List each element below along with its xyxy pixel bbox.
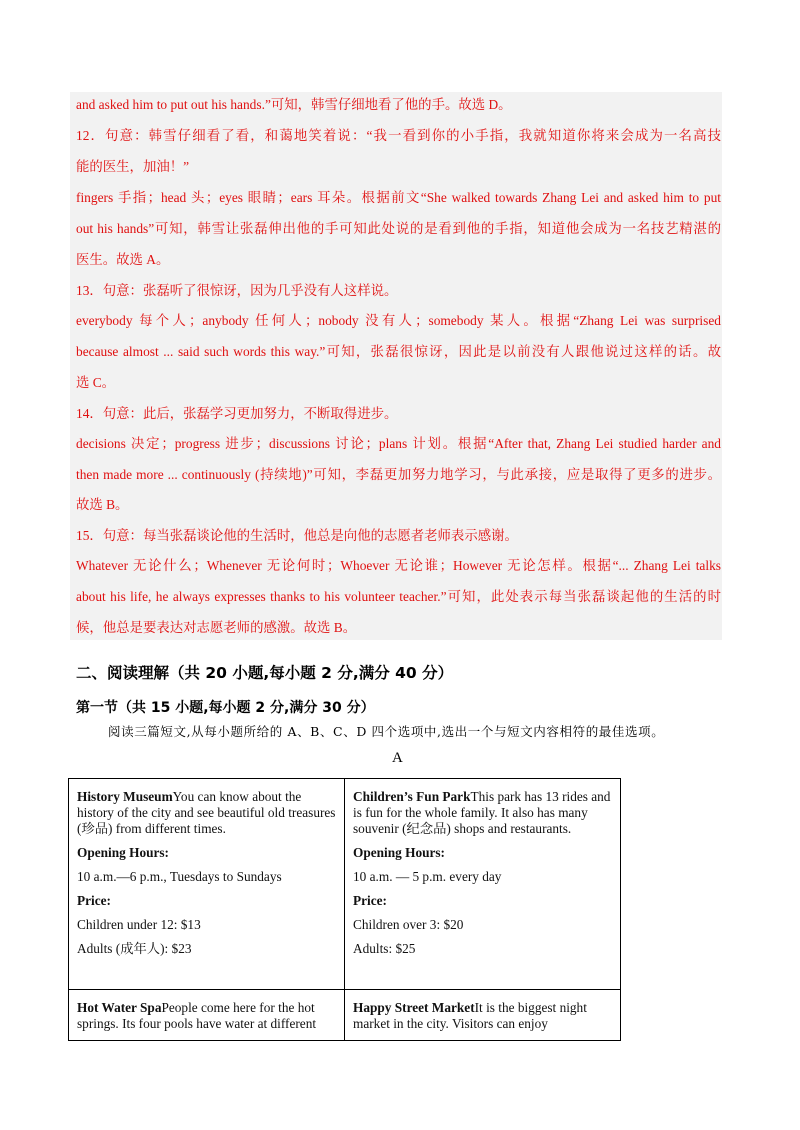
instruction-text: 阅读三篇短文,从每小题所给的 A、B、C、D 四个选项中,选出一个与短文内容相符的最佳选项。 — [108, 724, 665, 739]
answer-line: 14．句意：此后，张磊学习更加努力，不断取得进步。 — [76, 406, 398, 421]
answer-line: fingers 手指；head 头；eyes 眼睛；ears 耳朵。根据前文“She walked towards Zhang Lei and asked him to put — [76, 190, 721, 205]
history-museum-cell — [69, 779, 345, 990]
place-description: People come here for the hot springs. Its four pools have water at different — [77, 1000, 317, 1031]
price-item: Children under 12: $13 — [77, 917, 201, 932]
answer-line: 能的医生，加油！” — [76, 159, 190, 174]
section-title: 二、阅读理解（共 20 小题,每小题 2 分,满分 40 分） — [76, 664, 454, 682]
place-description: It is the biggest night market in the city. Visitors can enjoy — [353, 1000, 587, 1031]
answer-line: 13．句意：张磊听了很惊讶，因为几乎没有人这样说。 — [76, 283, 398, 298]
place-name: Happy Street Market — [353, 1000, 475, 1015]
answer-line: 选 C。 — [76, 375, 116, 390]
section-subtitle: 第一节（共 15 小题,每小题 2 分,满分 30 分） — [76, 700, 375, 716]
answer-line: out his hands”可知，韩雪让张磊伸出他的手可知此处说的是看到他的手指，知道他会成为一名技艺精湛的 — [76, 221, 721, 236]
table-row — [69, 779, 621, 990]
hours-label: Opening Hours: — [353, 845, 445, 860]
answer-line: 医生。故选 A。 — [76, 252, 170, 267]
hours-label: Opening Hours: — [77, 845, 169, 860]
place-name: Hot Water Spa — [77, 1000, 162, 1015]
place-description: You can know about the history of the city and see beautiful old treasures (珍品) from different times. — [77, 789, 336, 836]
answer-line: and asked him to put out his hands.”可知，韩雪仔细地看了他的手。故选 D。 — [76, 97, 512, 112]
attractions-table — [68, 778, 621, 1041]
opening-hours: 10 a.m. — 5 p.m. every day — [353, 869, 502, 884]
answer-line: decisions 决定；progress 进步；discussions 讨论；plans 计划。根据“After that, Zhang Lei studied harder and — [76, 436, 721, 451]
table-row — [69, 990, 621, 1041]
price-label: Price: — [353, 893, 387, 908]
price-item: Adults: $25 — [353, 941, 416, 956]
answer-line: everybody 每个人；anybody 任何人；nobody 没有人；somebody 某人。根据“Zhang Lei was surprised — [76, 313, 721, 328]
answer-line: because almost ... said such words this way.”可知，张磊很惊讶，因此是以前没有人跟他说过这样的话。故 — [76, 344, 721, 359]
price-item: Children over 3: $20 — [353, 917, 464, 932]
price-label: Price: — [77, 893, 111, 908]
opening-hours: 10 a.m.—6 p.m., Tuesdays to Sundays — [77, 869, 282, 884]
answer-line: about his life, he always expresses thanks to his volunteer teacher.”可知，此处表示每当张磊谈起他的生活的时 — [76, 589, 721, 604]
place-name: History Museum — [77, 789, 173, 804]
answer-line: then made more ... continuously (持续地)”可知，李磊更加努力地学习，与此承接，应是取得了更多的进步。 — [76, 467, 721, 482]
answer-line: 故选 B。 — [76, 497, 129, 512]
price-item: Adults (成年人): $23 — [77, 941, 192, 956]
answer-line: 12．句意：韩雪仔细看了看，和蔼地笑着说：“我一看到你的小手指，我就知道你将来会成为一名高技 — [76, 128, 721, 143]
answer-line: 候，他总是要表达对志愿老师的感激。故选 B。 — [76, 620, 357, 635]
happy-street-market-cell — [345, 990, 621, 1041]
passage-letter: A — [392, 750, 403, 766]
answer-line: 15．句意：每当张磊谈论他的生活时，他总是向他的志愿者老师表示感谢。 — [76, 528, 518, 543]
place-description: This park has 13 rides and is fun for the whole family. It also has many souvenir (纪念品) shops and restaurants. — [353, 789, 611, 836]
childrens-fun-park-cell — [345, 779, 621, 990]
answer-line: Whatever 无论什么；Whenever 无论何时；Whoever 无论谁；However 无论怎样。根据“... Zhang Lei talks — [76, 558, 721, 573]
place-name: Children’s Fun Park — [353, 789, 471, 804]
hot-water-spa-cell — [69, 990, 345, 1041]
